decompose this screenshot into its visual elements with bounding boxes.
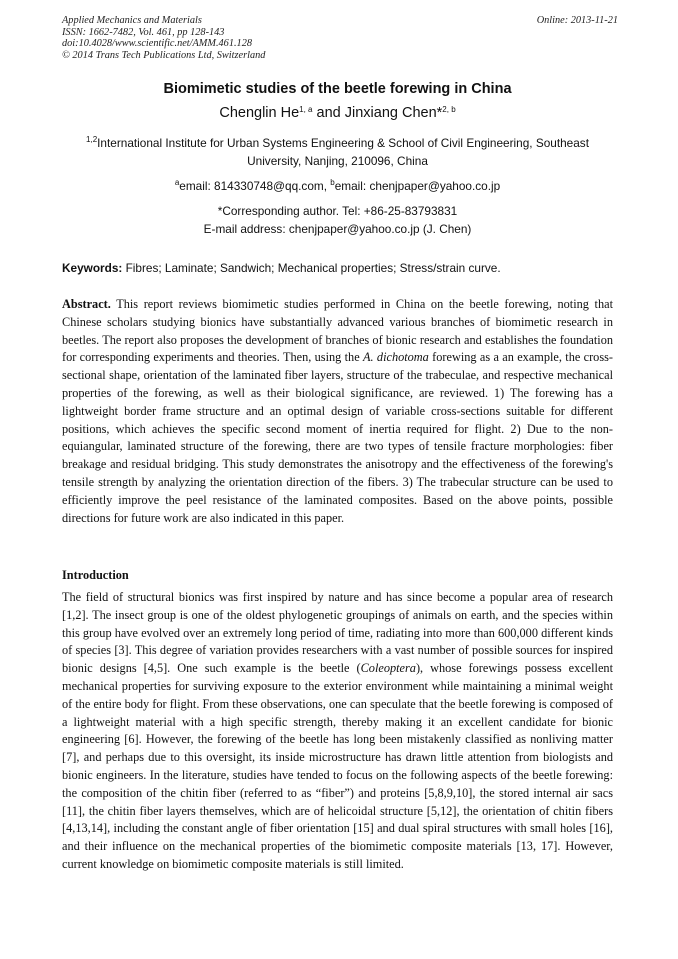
abstract-text-2: forewing as a an example, the cross-sectional shape, orientation of the laminated fiber layers, structure of the trabeculae, and respective mechanical properties of the forewing, as well as their biological significance, are reviewed. 1) The forewing has a lightweight border frame structure and an optimal design of variable cross-sections suitable for different positions, which achieves the specific second moment of inertia required for flight. 2) Due to the non-equiangular, laminated structure of the forewing, there are two types of tensile fracture morphologies: fiber breakage and residual bridging. This study demonstrates the anisotropy and the effectiveness of the forewing's tensile strength by analyzing the orientation direction of the fibers. 3) The trabecular structure can be used to efficiently improve the peel resistance of the laminated composites. Based on the above points, possible directions for future work are also indicated in this paper. xyxy=(62,350,613,525)
introduction-body xyxy=(62,589,613,874)
author-2-affiliation: 2, b xyxy=(442,105,456,114)
author-2: Jinxiang Chen* xyxy=(344,105,443,121)
corresponding-email: E-mail address: chenjpaper@yahoo.co.jp (J. Chen) xyxy=(203,222,472,236)
abstract xyxy=(62,296,613,527)
online-date: Online: 2013-11-21 xyxy=(536,15,618,26)
affiliation xyxy=(62,134,613,170)
introduction-text-2: ), whose forewings possess excellent mechanical properties for surviving exposure to the exterior environment while maintaining a minimal weight of the entire body for flight. From these observations, one can speculate that the beetle forewing is composed of a lightweight material with a high specific strength, thereby making it an excellent candidate for bionic engineering [6]. However, the forewing of the beetle has long been mistakenly classified as nonliving matter [7], and perhaps due to this oversight, its inside microstructure has drawn little attention from biologists and bionic engineers. In the literature, studies have tended to focus on the following aspects of the beetle forewing: the composition of the chitin fiber (referred to as “fiber”) and proteins [5,8,9,10], the stored internal air sacs [11], the chitin fiber layers themselves, which are of helicoidal structure [5,12], the orientation of chitin fibers [4,13,14], including the constant angle of fiber orientation [15] and dual spiral structures with small holes [16], and their influence on the mechanical properties of the biomimetic composite materials [13, 17]. However, current knowledge on biomimetic composite materials is still limited. xyxy=(62,661,613,871)
abstract-label: Abstract. xyxy=(62,297,111,311)
keywords-text: Fibres; Laminate; Sandwich; Mechanical properties; Stress/strain curve. xyxy=(122,261,501,275)
introduction-heading: Introduction xyxy=(62,568,129,582)
paper-title: Biomimetic studies of the beetle forewing in China xyxy=(163,81,512,97)
author-1: Chenglin He xyxy=(219,105,300,121)
email-b-marker: b xyxy=(330,178,335,187)
journal-copyright: © 2014 Trans Tech Publications Ltd, Switzerland xyxy=(62,49,266,61)
corresponding-phone: *Corresponding author. Tel: +86-25-83793831 xyxy=(217,204,458,218)
author-conjunction: and xyxy=(312,105,345,121)
journal-header xyxy=(62,15,622,61)
introduction-text-1: The field of structural bionics was first inspired by nature and has since become a popular area of research [1,2]. The insect group is one of the oldest phylogenetic groupings of animals on earth, and the species within this group have evolved over an extremely long period of time, radiating into more than 600,000 different kinds of species [3]. This degree of variation provides researchers with a vast number of possible sources for inspired bionic designs [4,5]. One such example is the beetle ( xyxy=(62,590,613,676)
journal-issn: ISSN: 1662-7482, Vol. 461, pp 128-143 xyxy=(62,26,225,38)
affiliation-marker: 1,2 xyxy=(86,135,98,144)
author-line xyxy=(62,104,613,122)
author-1-affiliation: 1, a xyxy=(299,105,313,114)
keywords xyxy=(62,260,613,276)
email-a: email: 814330748@qq.com, xyxy=(179,179,331,193)
email-a-marker: a xyxy=(174,178,180,187)
corresponding-author xyxy=(62,202,613,238)
email-b: email: chenjpaper@yahoo.co.jp xyxy=(334,179,501,193)
journal-name: Applied Mechanics and Materials xyxy=(62,15,202,26)
journal-doi: doi:10.4028/www.scientific.net/AMM.461.128 xyxy=(62,38,252,49)
affiliation-text: International Institute for Urban Systems Engineering & School of Civil Engineering, Southeast University, Nanjing, 210096, China xyxy=(97,136,589,168)
abstract-text-1: This report reviews biomimetic studies performed in China on the beetle forewing, noting that Chinese scholars studying bionics have substantially advanced various branches of biomimetic research in beetles. The report also proposes the development of branches of bionic research and establishes the foundation for corresponding experiments and theories. Then, using the xyxy=(62,297,613,365)
author-emails xyxy=(62,177,613,195)
introduction-order: Coleoptera xyxy=(360,661,416,676)
abstract-species: A. dichotoma xyxy=(363,350,429,365)
keywords-label: Keywords: xyxy=(62,261,123,275)
